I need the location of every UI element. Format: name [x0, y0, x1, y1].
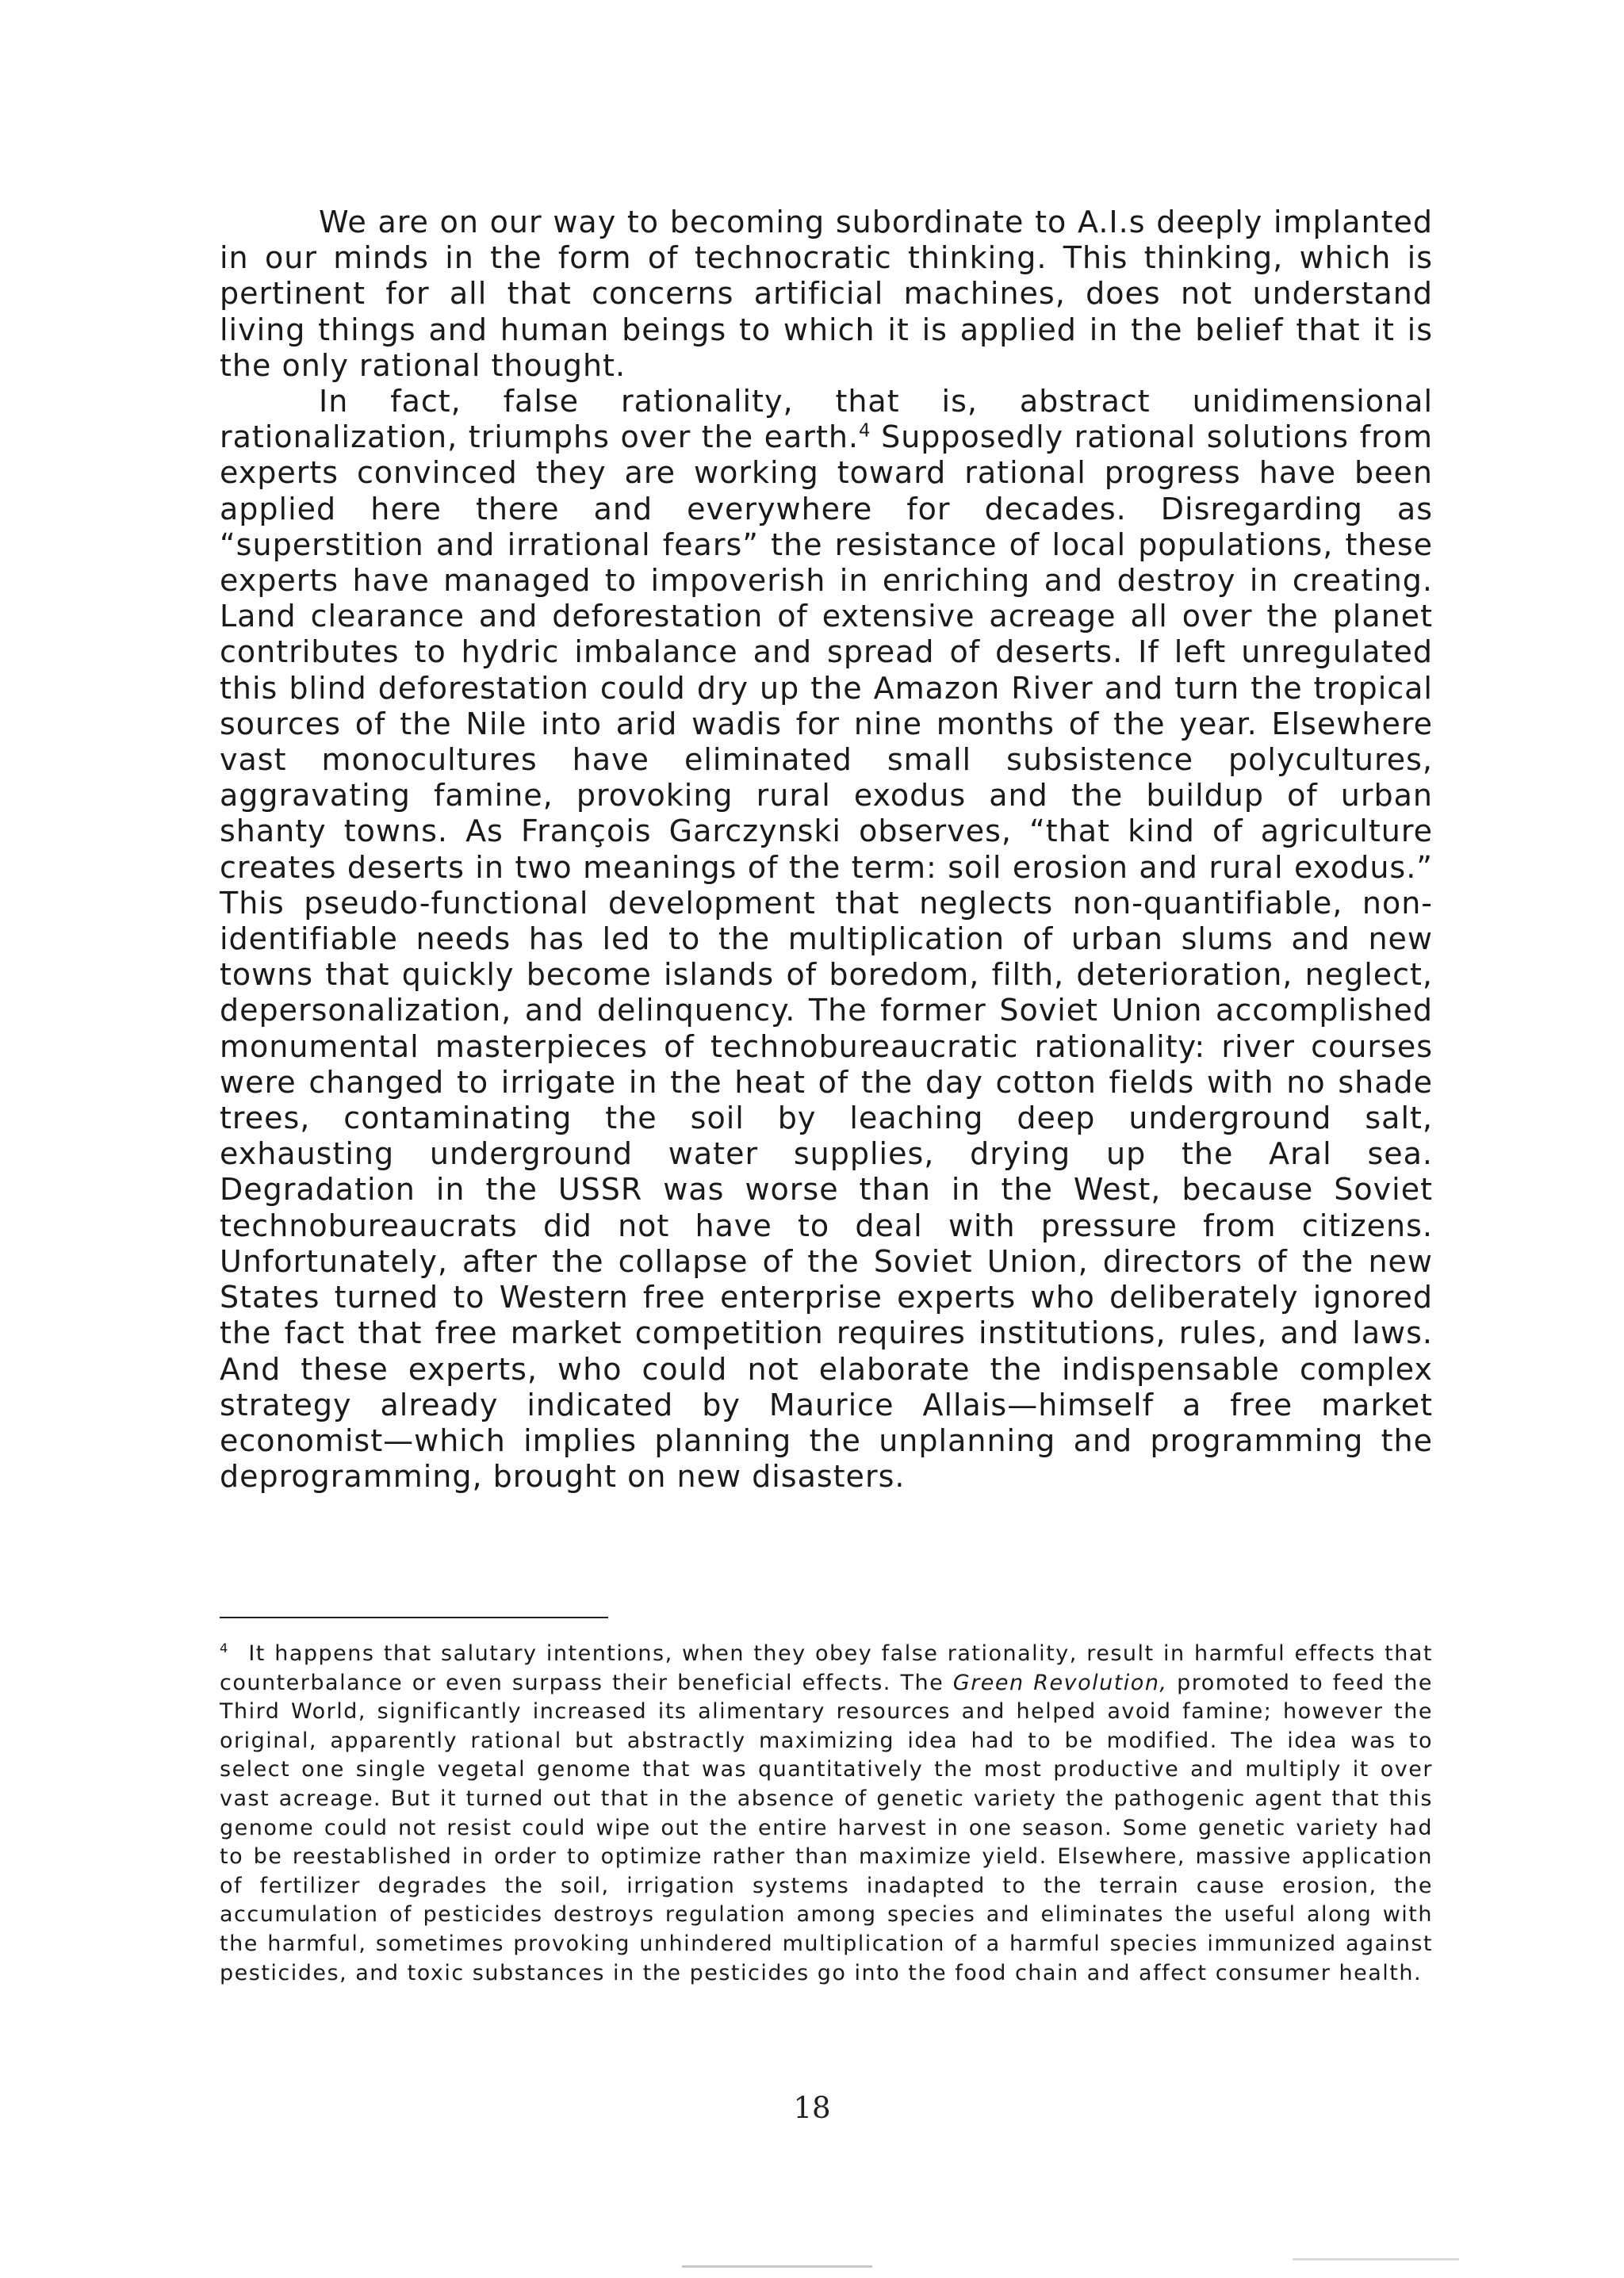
footnote-text-after-title: promoted to feed the Third World, significantly increased its alimentary resources and helped avoid famine; however the original, apparently rational but abstractly maximizing idea had to be modified. The idea was to select one single vegetal genome that was quantitatively the most productive and multiply it over vast acreage. But it turned out that in the absence of genetic variety the pathogenic agent that this genome could not resist could wipe out the entire harvest in one season. Some genetic variety had to be reestablished in order to optimize rather than maximize yield. Elsewhere, massive application of fertilizer degrades the soil, irrigation systems inadapted to the terrain cause erosion, the accumulation of pesticides destroys regulation among species and eliminates the useful along with the harmful, sometimes provoking unhindered multiplication of a harmful species immunized against pesticides, and toxic substances in the pesticides go into the food chain and affect consumer health. — [220, 1670, 1434, 1985]
body-text — [220, 205, 1433, 1495]
scan-mark — [682, 2265, 872, 2268]
footnote-4 — [220, 1640, 1433, 1988]
paragraph-2-text-before-ref: In fact, false rationality, that is, abstract unidimensional rationalization, triumphs over the earth. — [220, 384, 1433, 455]
footnote-marker: 4 — [220, 1641, 228, 1656]
scan-mark — [1293, 2258, 1459, 2261]
paragraph-1: We are on our way to becoming subordinate to A.I.s deeply implanted in our minds in the form of technocratic thinking. This thinking, which is pertinent for all that concerns artificial machines, does not understand living things and human beings to which it is applied in the belief that it is the only rational thought. — [220, 205, 1433, 383]
footnote-reference-4[interactable]: 4 — [859, 420, 871, 442]
page-number: 18 — [793, 2091, 831, 2125]
footnote-text-before-title: It happens that salutary intentions, when they obey false rationality, result in harmful effects that counterbalance or even surpass their beneficial effects. The — [220, 1641, 1433, 1695]
paragraph-2 — [220, 384, 1433, 1495]
paragraph-2-text-after-ref: Supposedly rational solutions from experts convinced they are working toward rational progress have been applied here there and everywhere for decades. Disregarding as “superstition and irrational fears” the resistance of local populations, these experts have managed to impoverish in enriching and destroy in creating. Land clearance and deforestation of extensive acreage all over the planet contributes to hydric imbalance and spread of deserts. If left unregulated this blind deforestation could dry up the Amazon River and turn the tropical sources of the Nile into arid wadis for nine months of the year. Elsewhere vast monocultures have eliminated small subsistence polycultures, aggravating famine, provoking rural exodus and the buildup of urban shanty towns. As François Garczynski observes, “that kind of agriculture creates deserts in two meanings of the term: soil erosion and rural exodus.” This pseudo-functional development that neglects non-quantifiable, non-identifiable needs has led to the multiplication of urban slums and new towns that quickly become islands of boredom, filth, deterioration, neglect, depersonalization, and delinquency. The former Soviet Union accomplished monumental masterpieces of technobureaucratic rationality: river courses were changed to irrigate in the heat of the day cotton fields with no shade trees, contaminating the soil by leaching deep underground salt, exhausting underground water supplies, drying up the Aral sea. Degradation in the USSR was worse than in the West, because Soviet technobureaucrats did not have to deal with pressure from citizens. Unfortunately, after the collapse of the Soviet Union, directors of the new States turned to Western free enterprise experts who deliberately ignored the fact that free market competition requires institutions, rules, and laws. And these experts, who could not elaborate the indispensable complex strategy already indicated by Maurice Allais—himself a free market economist—which implies planning the unplanning and programming the deprogramming, brought on new disasters. — [220, 419, 1433, 1495]
footnote-separator-rule — [220, 1617, 608, 1618]
footnote-title-green-revolution: Green Revolution, — [952, 1670, 1168, 1695]
